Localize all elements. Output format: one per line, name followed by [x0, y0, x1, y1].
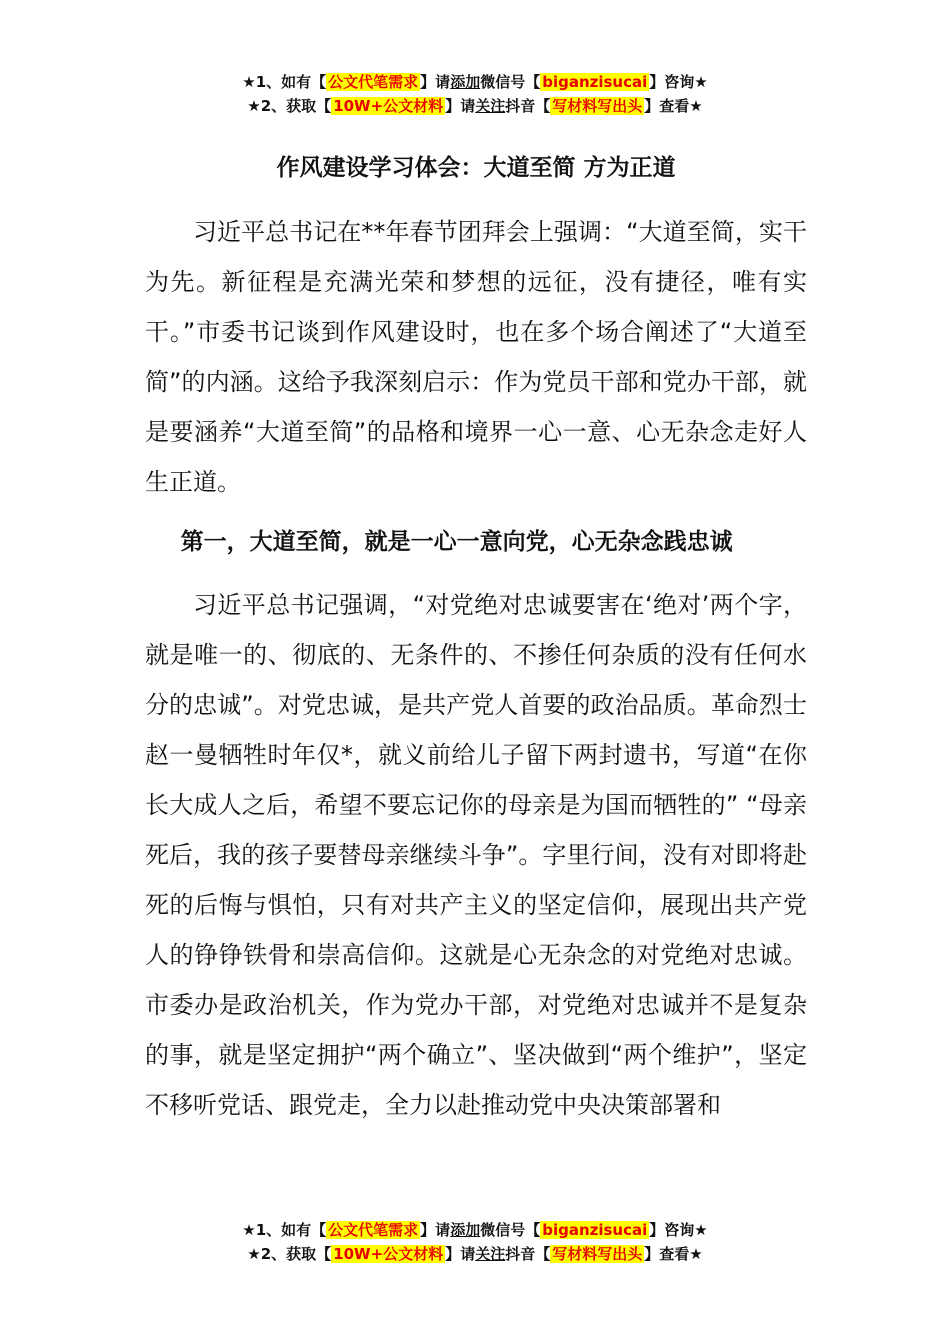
banner-line-2	[0, 1242, 950, 1266]
document-title: 作风建设学习体会：大道至简 方为正道	[276, 155, 676, 181]
banner-text: 】请	[445, 1245, 476, 1263]
banner-line-1	[0, 70, 950, 94]
banner-text: 微信号【	[480, 1221, 541, 1239]
banner-highlight: 公文代笔需求	[328, 73, 419, 91]
banner-underline: 关注	[475, 1245, 506, 1263]
banner-highlight: biganzisucai	[542, 1221, 648, 1239]
banner-highlight: biganzisucai	[542, 73, 648, 91]
banner-text: 】咨询★	[649, 1221, 708, 1239]
banner-text: 】请	[445, 97, 476, 115]
banner-text: 微信号【	[480, 73, 541, 91]
paragraph-2: 习近平总书记强调，“对党绝对忠诚要害在‘绝对’两个字，就是唯一的、彻底的、无条件的、不掺任何杂质的没有任何水分的忠诚”。对党忠诚，是共产党人首要的政治品质。革命烈士赵一曼牺牲时年仅*，就义前给儿子留下两封遗书，写道“在你长大成人之后，希望不要忘记你的母亲是为国而牺牲的” “母亲死后，我的孩子要替母亲继续斗争”。字里行间，没有对即将赴死的后悔与惧怕，只有对共产主义的坚定信仰，展现出共产党人的铮铮铁骨和崇高信仰。这就是心无杂念的对党绝对忠诚。市委办是政治机关，作为党办干部，对党绝对忠诚并不是复杂的事，就是坚定拥护“两个确立”、坚决做到“两个维护”，坚定不移听党话、跟党走，全力以赴推动党中央决策部署和	[145, 591, 807, 1119]
banner-text: 】查看★	[644, 97, 703, 115]
banner-underline: 添加	[450, 1221, 481, 1239]
banner-text: ★1、如有【	[242, 1221, 327, 1239]
banner-highlight: 10W+公文材料	[333, 97, 444, 115]
paragraph-1: 习近平总书记在**年春节团拜会上强调：“大道至简，实干为先。新征程是充满光荣和梦想的远征，没有捷径，唯有实干。”市委书记谈到作风建设时，也在多个场合阐述了“大道至简”的内涵。这给予我深刻启示：作为党员干部和党办干部，就是要涵养“大道至简”的品格和境界一心一意、心无杂念走好人生正道。	[145, 218, 807, 496]
banner-text: 】请	[420, 73, 451, 91]
banner-highlight: 10W+公文材料	[333, 1245, 444, 1263]
banner-highlight: 写材料写出头	[552, 1245, 643, 1263]
banner-line-1	[0, 1218, 950, 1242]
bottom-banner	[0, 1218, 950, 1266]
banner-line-2	[0, 94, 950, 118]
banner-text: ★1、如有【	[242, 73, 327, 91]
banner-text: ★2、获取【	[247, 97, 332, 115]
banner-highlight: 公文代笔需求	[328, 1221, 419, 1239]
banner-highlight: 写材料写出头	[552, 97, 643, 115]
banner-text: 抖音【	[505, 97, 551, 115]
top-banner	[0, 70, 950, 118]
banner-text: 】咨询★	[649, 73, 708, 91]
banner-text: 抖音【	[505, 1245, 551, 1263]
banner-text: ★2、获取【	[247, 1245, 332, 1263]
banner-underline: 添加	[450, 73, 481, 91]
section-heading: 第一，大道至简，就是一心一意向党，心无杂念践忠诚	[180, 529, 733, 555]
banner-underline: 关注	[475, 97, 506, 115]
banner-text: 】查看★	[644, 1245, 703, 1263]
banner-text: 】请	[420, 1221, 451, 1239]
